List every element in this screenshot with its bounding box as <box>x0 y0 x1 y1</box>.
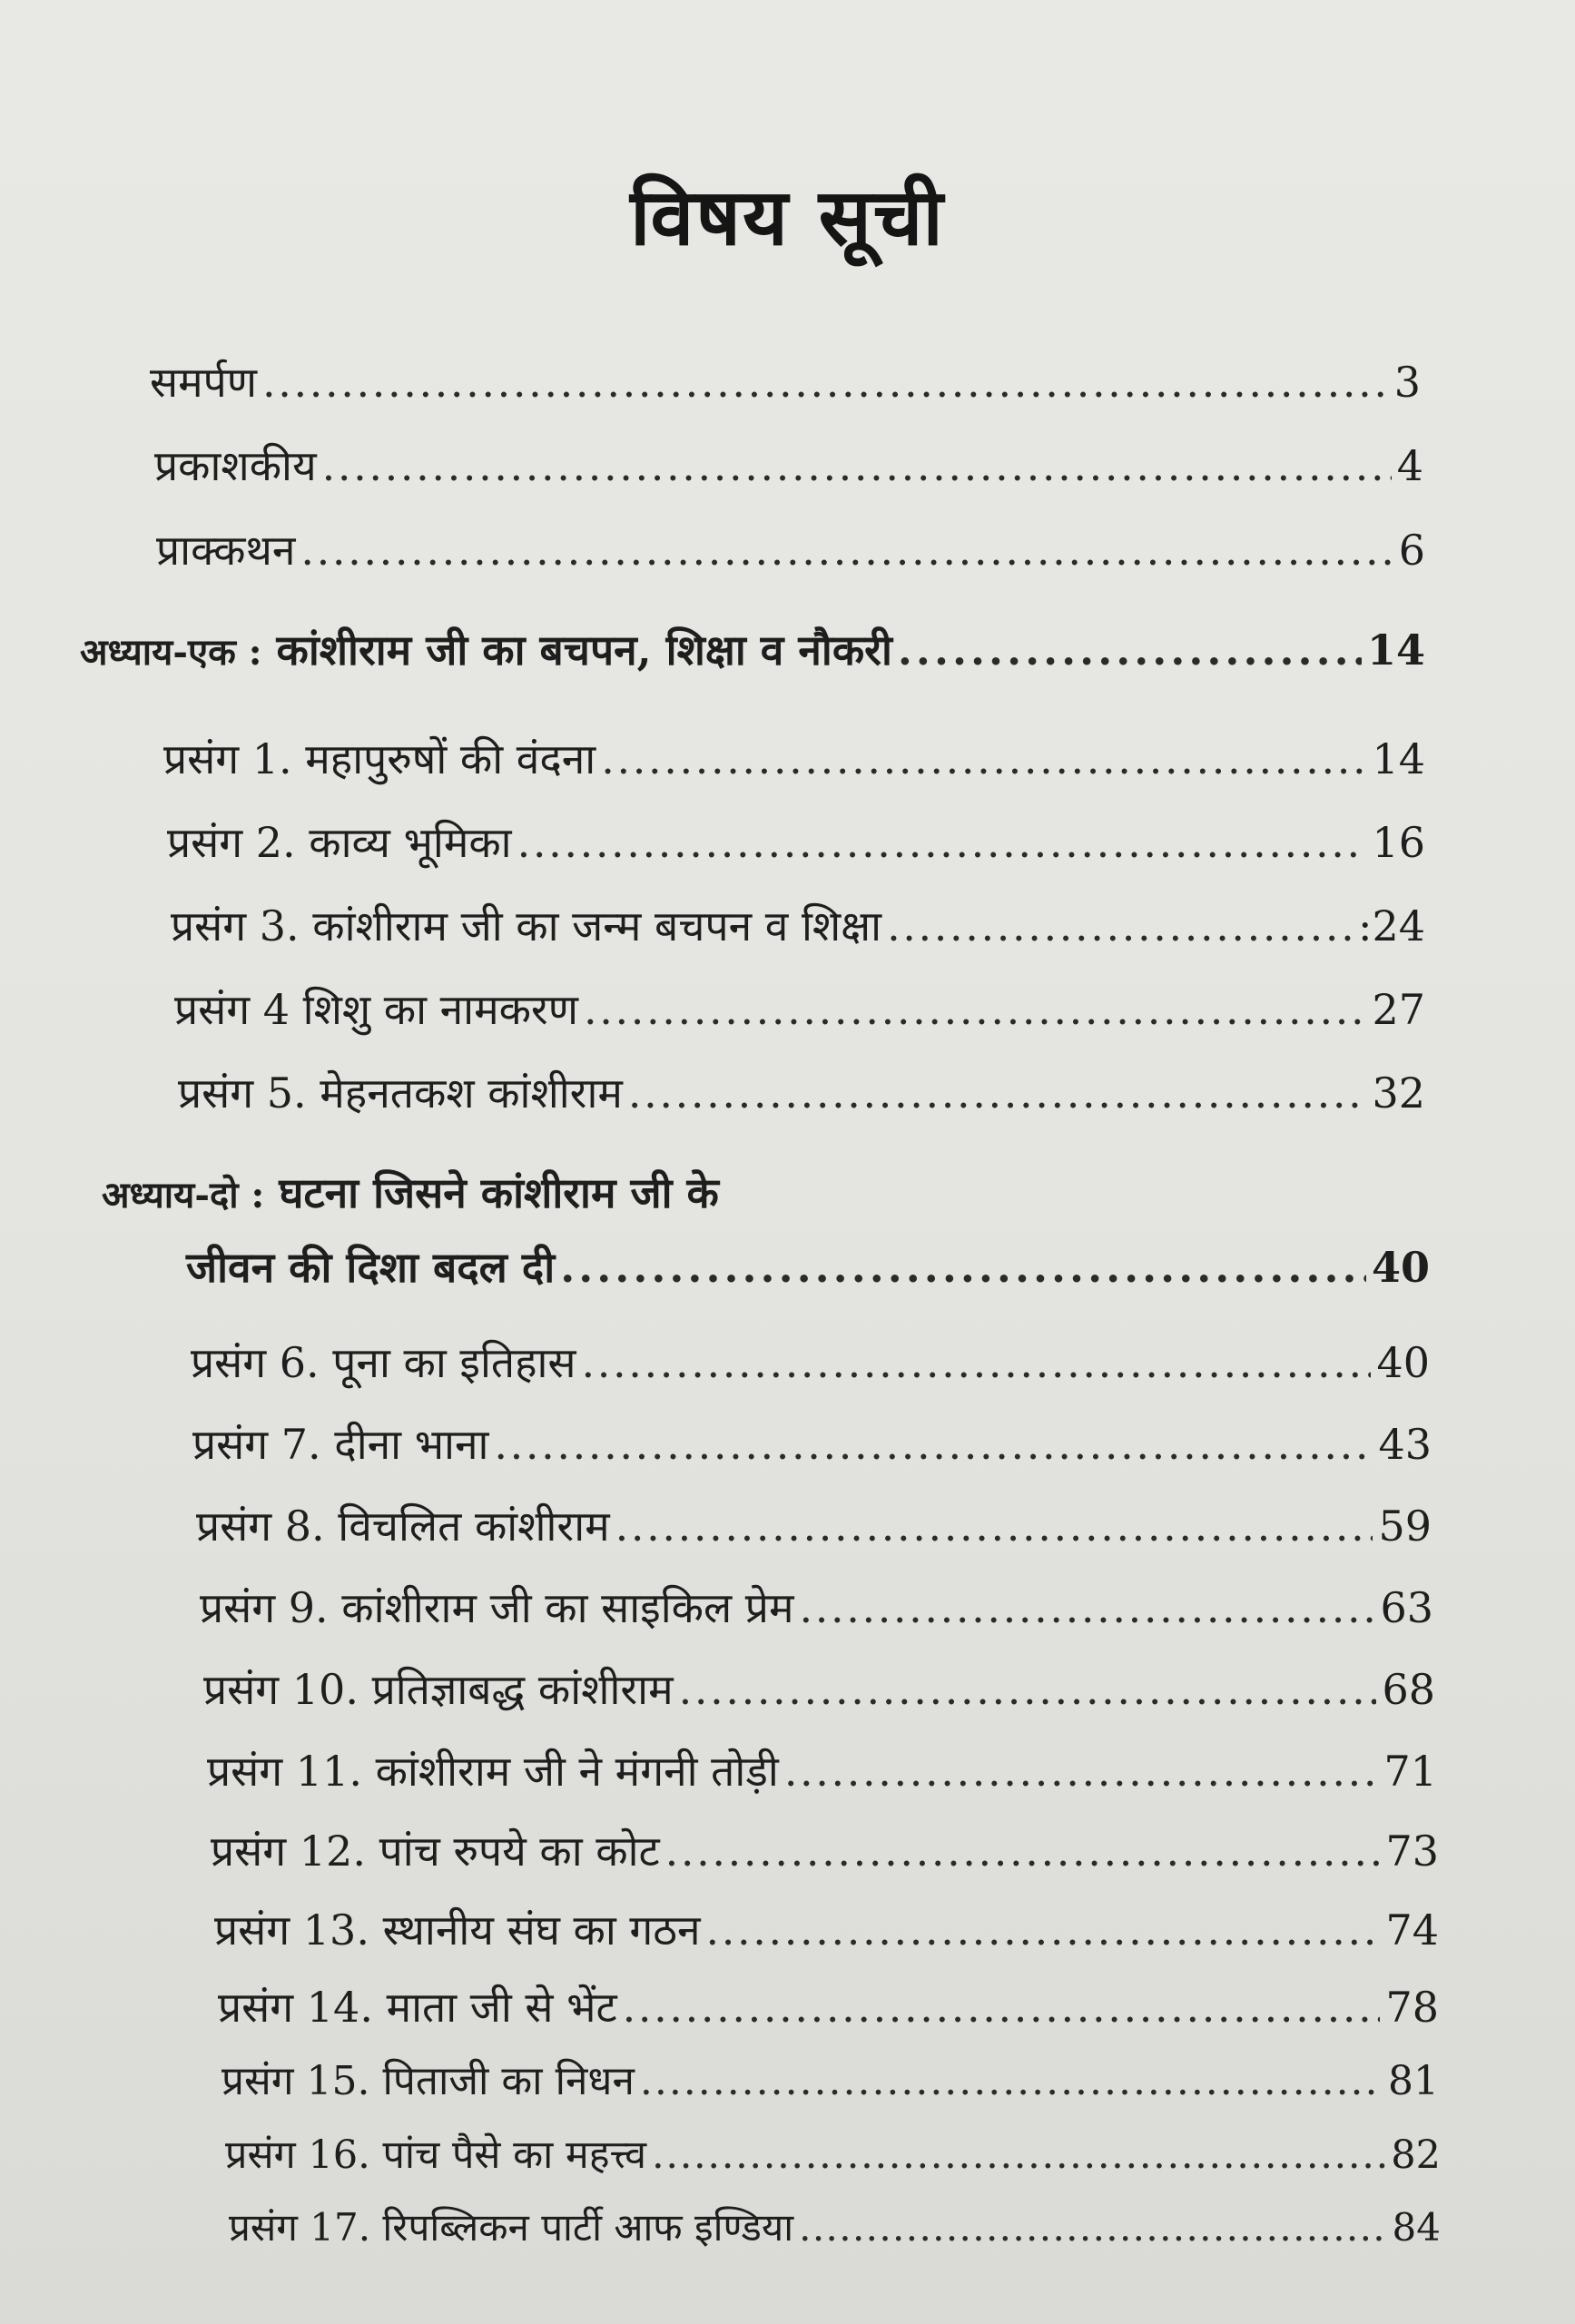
toc-entry[interactable] <box>191 1339 1430 1387</box>
toc-entry-label: प्रसंग 7. दीना भाना <box>192 1420 489 1469</box>
leader-dots <box>784 1748 1379 1796</box>
toc-entry-label: प्रसंग 9. कांशीराम जी का साइकिल प्रेम <box>200 1583 794 1632</box>
toc-entry[interactable] <box>207 1748 1437 1796</box>
toc-entry[interactable] <box>171 902 1425 950</box>
toc-entry-label: प्रसंग 4 शिशु का नामकरण <box>174 985 578 1034</box>
toc-entry[interactable] <box>174 986 1425 1034</box>
toc-entry-publisher-note[interactable] <box>154 442 1423 490</box>
toc-entry-page: 63 <box>1380 1583 1433 1632</box>
toc-entry-page: 74 <box>1385 1905 1439 1955</box>
toc-entry-page: 68 <box>1382 1665 1435 1714</box>
chapter-title-line-2: जीवन की दिशा बदल दी <box>186 1243 556 1292</box>
toc-entry-label: प्राक्कथन <box>156 526 296 575</box>
toc-entry-label: प्रसंग 6. पूना का इतिहास <box>191 1338 576 1387</box>
toc-entry-page: 43 <box>1378 1420 1432 1469</box>
leader-dots <box>799 1584 1374 1632</box>
toc-entry-label: प्रसंग 10. प्रतिज्ञाबद्ध कांशीराम <box>203 1665 674 1714</box>
toc-entry-foreword[interactable] <box>156 527 1425 575</box>
leader-dots <box>665 1827 1381 1876</box>
toc-entry-page: 59 <box>1378 1502 1432 1551</box>
toc-entry-page: 73 <box>1385 1827 1439 1876</box>
leader-dots <box>517 819 1367 867</box>
leader-dots <box>560 1244 1366 1292</box>
toc-entry-label: प्रसंग 12. पांच रुपये का कोट <box>211 1827 660 1876</box>
toc-entry-label: प्रसंग 3. कांशीराम जी का जन्म बचपन व शिक्षा <box>171 901 882 950</box>
toc-entry[interactable] <box>221 2059 1439 2105</box>
toc-entry-label: समर्पण <box>150 358 257 407</box>
toc-entry-page: 14 <box>1372 734 1425 783</box>
leader-dots <box>628 1069 1367 1118</box>
toc-entry-page: 4 <box>1396 441 1423 490</box>
toc-entry-label: प्रसंग 1. महापुरुषों की वंदना <box>163 734 596 783</box>
toc-entry-page: 71 <box>1383 1747 1437 1796</box>
toc-entry-label: प्रसंग 8. विचलित कांशीराम <box>196 1502 610 1551</box>
leader-dots <box>898 626 1362 675</box>
page-title: विषय सूची <box>630 172 945 263</box>
leader-dots <box>322 442 1392 490</box>
toc-entry-label: प्रसंग 5. मेहनतकश कांशीराम <box>178 1068 623 1118</box>
toc-entry-page: 6 <box>1398 526 1425 575</box>
toc-entry-label: प्रकाशकीय <box>154 441 317 490</box>
toc-entry[interactable] <box>200 1584 1433 1632</box>
toc-entry-page: 40 <box>1371 1243 1430 1292</box>
toc-entry-dedication[interactable] <box>150 359 1421 407</box>
leader-dots <box>799 2206 1386 2250</box>
leader-dots <box>601 735 1366 783</box>
toc-entry-page: 27 <box>1372 985 1425 1034</box>
toc-entry[interactable] <box>163 735 1425 783</box>
toc-entry-label: प्रसंग 16. पांच पैसे का महत्त्व <box>225 2132 647 2178</box>
chapter-1-heading[interactable] <box>80 626 1425 675</box>
leader-dots <box>640 2059 1383 2105</box>
toc-entry-page: 14 <box>1366 625 1425 675</box>
leader-dots <box>652 2133 1385 2178</box>
toc-entry[interactable] <box>178 1069 1425 1118</box>
toc-entry-page: 84 <box>1392 2205 1441 2250</box>
chapter-title-line-1: घटना जिसने कांशीराम जी के <box>279 1168 719 1217</box>
toc-entry-page: 16 <box>1372 818 1425 867</box>
leader-dots <box>706 1906 1381 1955</box>
chapter-prefix: अध्याय-दो : <box>102 1174 265 1216</box>
toc-entry[interactable] <box>192 1421 1432 1469</box>
chapter-2-heading-line-1[interactable] <box>102 1164 719 1220</box>
leader-dots <box>679 1666 1377 1714</box>
toc-entry-page: 3 <box>1393 358 1421 407</box>
toc-entry-label: प्रसंग 14. माता जी से भेंट <box>218 1983 617 2032</box>
chapter-prefix: अध्याय-एक : <box>80 631 262 674</box>
leader-dots <box>262 359 1389 407</box>
leader-dots <box>615 1502 1373 1551</box>
toc-entry-label: प्रसंग 11. कांशीराम जी ने मंगनी तोड़ी <box>207 1747 779 1796</box>
toc-entry-page: 81 <box>1388 2058 1439 2104</box>
chapter-title: कांशीराम जी का बचपन, शिक्षा व नौकरी <box>276 625 892 675</box>
toc-entry-page: 32 <box>1372 1068 1425 1118</box>
toc-entry[interactable] <box>203 1666 1435 1714</box>
toc-entry-label: प्रसंग 2. काव्य भूमिका <box>167 818 512 867</box>
toc-entry-page: :24 <box>1357 901 1425 950</box>
chapter-2-heading-line-2[interactable] <box>186 1244 1430 1292</box>
toc-entry[interactable] <box>214 1906 1439 1955</box>
leader-dots <box>584 986 1366 1034</box>
toc-entry-page: 78 <box>1385 1983 1439 2032</box>
leader-dots <box>300 527 1393 575</box>
toc-entry[interactable] <box>225 2133 1441 2178</box>
toc-entry[interactable] <box>167 819 1425 867</box>
toc-entry[interactable] <box>196 1502 1432 1551</box>
leader-dots <box>887 902 1353 950</box>
leader-dots <box>494 1421 1373 1469</box>
toc-entry-page: 82 <box>1391 2132 1441 2178</box>
toc-entry[interactable] <box>218 1984 1439 2032</box>
toc-entry[interactable] <box>229 2206 1441 2250</box>
leader-dots <box>623 1984 1381 2032</box>
toc-entry-label: प्रसंग 17. रिपब्लिकन पार्टी आफ इण्डिया <box>229 2205 794 2250</box>
toc-entry[interactable] <box>211 1827 1439 1876</box>
toc-entry-label: प्रसंग 13. स्थानीय संघ का गठन <box>214 1905 701 1955</box>
toc-entry-page: 40 <box>1376 1338 1430 1387</box>
leader-dots <box>582 1339 1372 1387</box>
toc-entry-label: प्रसंग 15. पिताजी का निधन <box>221 2058 635 2104</box>
